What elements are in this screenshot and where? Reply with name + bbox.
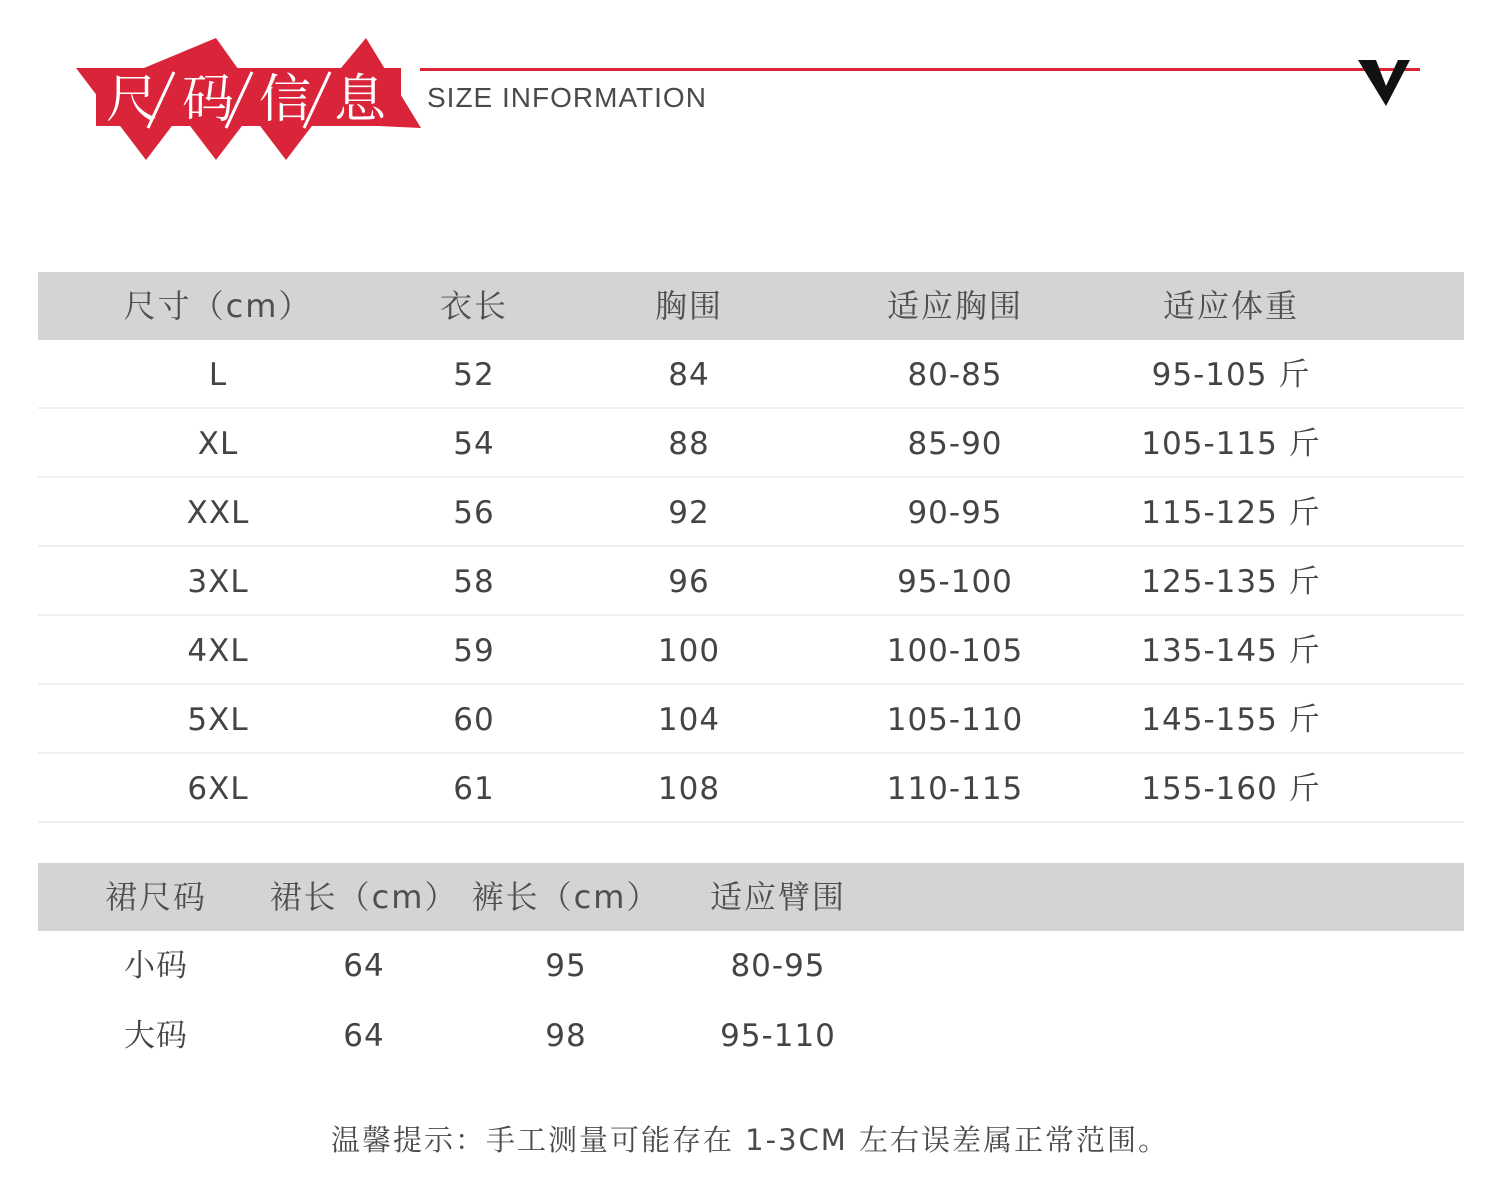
length-cell: 59 <box>453 633 495 669</box>
header-cell-pants-length: 裤长（cm） <box>471 878 661 916</box>
fit-arm-cell: 80-95 <box>730 948 826 984</box>
length-cell: 60 <box>453 702 495 738</box>
fit-chest-cell: 110-115 <box>886 771 1024 807</box>
chest-cell: 96 <box>668 564 710 600</box>
skirt-size-cell: 大码 <box>124 1018 188 1054</box>
length-cell: 56 <box>453 495 495 531</box>
fit-chest-cell: 95-100 <box>897 564 1013 600</box>
logo-char: 信 <box>259 70 312 130</box>
fit-chest-cell: 100-105 <box>886 633 1024 669</box>
chest-cell: 104 <box>657 702 721 738</box>
size-table-header <box>38 272 1464 340</box>
table-row <box>38 754 1464 823</box>
chest-cell: 88 <box>668 426 710 462</box>
header-cell-fit-arm: 适应臂围 <box>709 878 847 916</box>
header-cell-chest: 胸围 <box>654 287 724 325</box>
logo-char: 息 <box>334 70 387 130</box>
length-cell: 58 <box>453 564 495 600</box>
table-row <box>38 685 1464 754</box>
table-row <box>38 478 1464 547</box>
fit-weight-cell: 135-145 斤 <box>1141 633 1321 669</box>
header-cell-fit-chest: 适应胸围 <box>886 287 1024 325</box>
header-cell-size: 尺寸（cm） <box>123 287 313 325</box>
header-divider <box>420 68 1420 71</box>
fit-chest-cell: 105-110 <box>886 702 1024 738</box>
fit-chest-cell: 80-85 <box>907 357 1003 393</box>
fit-weight-cell: 125-135 斤 <box>1141 564 1321 600</box>
logo-char: 码 <box>182 70 235 130</box>
chest-cell: 84 <box>668 357 710 393</box>
size-cell: 3XL <box>187 564 249 600</box>
size-cell: L <box>208 357 228 393</box>
pants-length-cell: 95 <box>545 948 587 984</box>
measurement-note: 温馨提示：手工测量可能存在 1-3CM 左右误差属正常范围。 <box>330 1123 1170 1157</box>
table-row <box>38 409 1464 478</box>
skirt-size-table <box>38 863 1464 1071</box>
fit-weight-cell: 105-115 斤 <box>1141 426 1321 462</box>
header-cell-length: 衣长 <box>439 287 509 325</box>
fit-weight-cell: 115-125 斤 <box>1141 495 1321 531</box>
fit-chest-cell: 90-95 <box>907 495 1003 531</box>
length-cell: 61 <box>453 771 495 807</box>
table-row <box>38 547 1464 616</box>
size-table <box>38 272 1464 823</box>
size-cell: XXL <box>186 495 250 531</box>
skirt-length-cell: 64 <box>343 948 385 984</box>
size-cell: 4XL <box>187 633 249 669</box>
table-row <box>38 931 1464 1001</box>
length-cell: 52 <box>453 357 495 393</box>
table-row <box>38 340 1464 409</box>
v-chevron-icon <box>1358 56 1414 108</box>
fit-arm-cell: 95-110 <box>720 1018 836 1054</box>
header-cell-skirt-size: 裙尺码 <box>104 878 208 916</box>
chest-cell: 92 <box>668 495 710 531</box>
chest-cell: 100 <box>657 633 721 669</box>
logo-char: 尺 <box>106 70 159 130</box>
length-cell: 54 <box>453 426 495 462</box>
skirt-length-cell: 64 <box>343 1018 385 1054</box>
header-cell-skirt-length: 裙长（cm） <box>269 878 459 916</box>
pants-length-cell: 98 <box>545 1018 587 1054</box>
chest-cell: 108 <box>657 771 721 807</box>
size-cell: 6XL <box>187 771 249 807</box>
size-cell: XL <box>197 426 239 462</box>
fit-weight-cell: 145-155 斤 <box>1141 702 1321 738</box>
header-cell-fit-weight: 适应体重 <box>1162 287 1300 325</box>
skirt-size-cell: 小码 <box>124 948 188 984</box>
header-subtitle: SIZE INFORMATION <box>427 82 707 113</box>
fit-chest-cell: 85-90 <box>907 426 1003 462</box>
table-row <box>38 616 1464 685</box>
fit-weight-cell: 155-160 斤 <box>1141 771 1321 807</box>
table-row <box>38 1001 1464 1071</box>
size-cell: 5XL <box>187 702 249 738</box>
size-info-logo <box>76 38 421 160</box>
logo-title <box>76 38 421 160</box>
skirt-table-header <box>38 863 1464 931</box>
fit-weight-cell: 95-105 斤 <box>1151 357 1311 393</box>
